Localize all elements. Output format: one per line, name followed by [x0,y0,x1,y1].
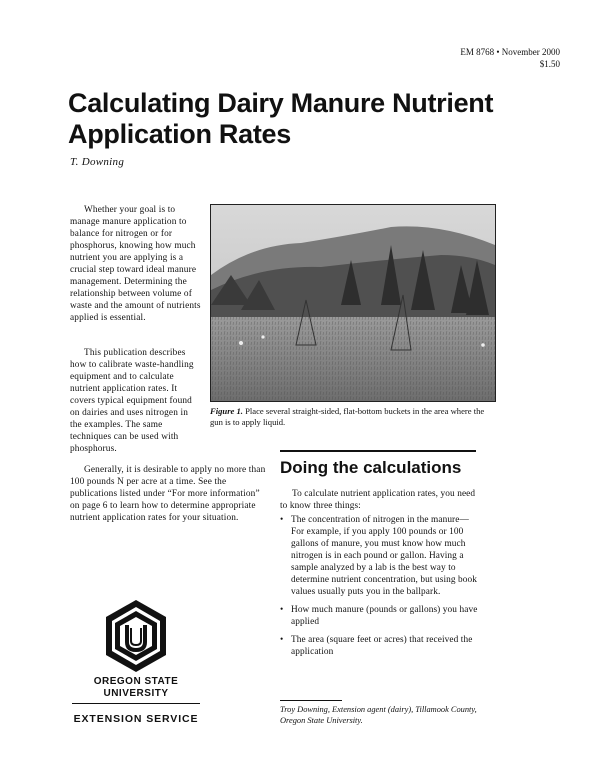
university-name-line1: OREGON STATE [93,676,179,687]
list-item: • The concentration of nitrogen in the manure—For example, if you apply 100 pounds or 100 gallons of manure, you must know how much nitrogen is in each pound or gallon. Having a sample analyzed by a lab is the best way to determine nutrient concentration, but using book values usually puts you in the ballpark. [280,514,480,598]
intro-paragraph-2: This publication describes how to calibrate waste-handling equipment and to calculate nutrient application rates. It covers typical equipment found on dairies and uses nitrogen in the examples. The same techniques can be used with phosphorus. [70,348,194,454]
intro-paragraph-3: Generally, it is desirable to apply no more than 100 pounds N per acre at a time. See the publications listed under “For more information” on page 6 to learn how to determine appropriate nutrient application rates for your situation. [70,465,266,523]
list-item: • How much manure (pounds or gallons) you have applied [280,604,480,628]
footnote-rule [280,700,342,701]
logo-divider [72,703,200,704]
section-rule [280,450,476,452]
figure-label: Figure 1. [210,406,243,416]
section-lead: To calculate nutrient application rates, you need to know three things: [280,489,476,511]
university-name [70,676,202,700]
field-photo-image [211,205,495,401]
intro-column-wide [70,464,270,524]
figure-caption [210,406,494,428]
doc-number: EM 8768 • November 2000 [460,47,560,57]
figure-text: Place several straight-sided, flat-bottom buckets in the area where the gun is to apply liquid. [210,406,485,427]
figure-photo [210,204,496,402]
section-heading: Doing the calculations [280,458,462,477]
document-meta [460,46,560,70]
university-name-line2: UNIVERSITY [103,688,169,699]
requirements-list [280,514,480,658]
osu-extension-logo-icon [103,598,169,674]
extension-service-label: EXTENSION SERVICE [73,713,199,725]
list-item: • The area (square feet or acres) that received the application [280,634,480,658]
author-footnote: Troy Downing, Extension agent (dairy), Tillamook County, Oregon State University. [280,705,477,725]
intro-column-narrow [70,204,202,324]
section-body [280,488,480,664]
intro-paragraph-1: Whether your goal is to manage manure application to balance for nitrogen or for phosphorus, knowing how much nutrient you are applying is a crucial step toward ideal manure management. Determining the relationship between volume of waste and the amount of nutrients applied is essential. [70,205,201,323]
intro-column-narrow-2 [70,347,202,455]
page-title: Calculating Dairy Manure Nutrient Application Rates [68,88,494,149]
author: T. Downing [70,156,125,168]
price: $1.50 [539,59,560,69]
